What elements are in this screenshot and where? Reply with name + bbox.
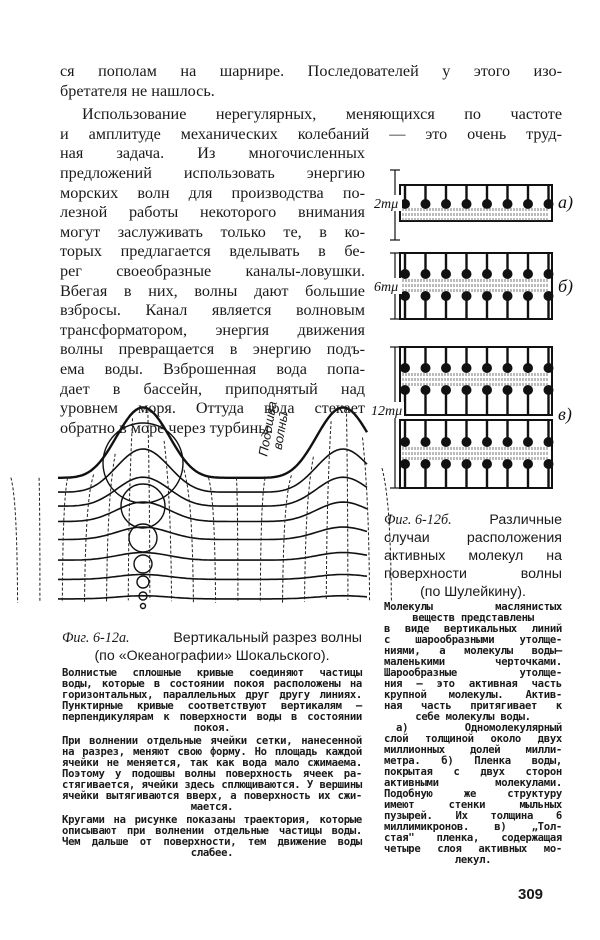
text-line: и амплитуде механических колебаний — это очень труд- xyxy=(60,124,562,143)
caption-line: ная часть притягивает к xyxy=(384,700,562,712)
caption-line: стая" пленка, содержащая xyxy=(384,832,562,844)
text-line: волны превращается в энергию подъ- xyxy=(60,340,365,359)
text-line: ема воды. Взброшенная вода попа- xyxy=(60,360,365,378)
active-head xyxy=(503,363,513,373)
text-line: ся пополам на шарнире. Последователей у этого изо- xyxy=(60,62,562,80)
caption-line: в виде вертикальных линий xyxy=(384,623,562,635)
caption-line: на разрез, меняют свою форму. Но площадь каждой xyxy=(62,746,362,758)
caption-line: Чем дальше от поверхности, тем движение воды xyxy=(62,836,362,848)
active-head xyxy=(544,291,554,301)
active-head xyxy=(421,363,431,373)
active-head xyxy=(482,291,492,301)
case-label: а) xyxy=(558,192,573,212)
caption-line: пузырей. Их толщина 6 xyxy=(384,810,562,822)
figure-title: (по Шулейкину). xyxy=(420,584,526,600)
caption-line: перпендикулярам к поверхности воды в состоянии xyxy=(62,711,362,723)
active-head xyxy=(482,437,492,447)
active-head xyxy=(544,269,554,279)
caption-line: Поэтому у подошвы волны поверхность ячеек ра- xyxy=(62,768,362,780)
caption-line: крупной молекулы. Актив- xyxy=(384,689,562,701)
active-head xyxy=(544,459,554,469)
figure-number: Фиг. 6-12б. xyxy=(384,512,452,528)
caption-line: слой толщиной около двух xyxy=(384,733,562,745)
active-head xyxy=(421,291,431,301)
text-line: бретателя не нашлось. xyxy=(60,81,215,100)
water-particle-line xyxy=(58,596,367,599)
active-head xyxy=(441,459,451,469)
text-line: Вбегая в них, волны дают большие xyxy=(60,281,365,300)
wave-cross-section-figure xyxy=(58,418,368,618)
active-head xyxy=(400,269,410,279)
caption-line: Волнистые сплошные кривые соединяют частицы xyxy=(62,667,362,679)
caption-line: Подобную же структуру xyxy=(384,788,562,800)
active-head xyxy=(421,269,431,279)
caption-line: ния — это активная часть xyxy=(384,678,562,690)
active-head xyxy=(503,291,513,301)
active-head xyxy=(523,363,533,373)
wave-trough-label: Подошва волны xyxy=(255,399,291,458)
active-head xyxy=(482,269,492,279)
active-head xyxy=(421,459,431,469)
text-line: дает в бассейн, приподнятый над xyxy=(60,379,365,398)
active-head xyxy=(523,459,533,469)
figure-title: активных молекул на xyxy=(384,548,562,564)
text-line: предложений использовать энергию xyxy=(60,164,365,182)
dimension-label: 2mμ xyxy=(374,197,399,212)
case-label: в) xyxy=(558,404,572,424)
caption-line: слабее. xyxy=(190,847,234,859)
figure-title: Вертикальный разрез волны xyxy=(173,630,362,646)
caption-line: мается. xyxy=(190,801,234,813)
text-line: рег своеобразные каналы-ловушки. xyxy=(60,262,365,280)
vertical-dashed-line xyxy=(11,478,18,603)
text-line: морских волн для производства по- xyxy=(60,183,365,202)
caption-line: При волнении отдельные ячейки сетки, нанесенной xyxy=(62,735,362,747)
caption-line: имеют стенки мыльных xyxy=(384,799,562,811)
figure-title: Различные xyxy=(489,512,562,528)
active-head xyxy=(544,199,554,209)
active-head xyxy=(400,363,410,373)
figure-number: Фиг. 6-12а. xyxy=(62,630,130,646)
active-head xyxy=(462,291,472,301)
active-head xyxy=(421,199,431,209)
figure-title: случаи расположения xyxy=(384,530,562,546)
active-head xyxy=(462,385,472,395)
active-head xyxy=(462,269,472,279)
active-head xyxy=(503,199,513,209)
dimension-label: 12mμ xyxy=(371,404,403,419)
vertical-dashed-line xyxy=(326,421,331,600)
active-head xyxy=(400,459,410,469)
active-head xyxy=(544,437,554,447)
text-line: обратно в море через турбины. xyxy=(60,418,274,437)
active-head xyxy=(523,291,533,301)
caption-line: стягивается, ячейки здесь сплющиваются. У вершины xyxy=(62,779,362,791)
text-line: взбросы. Канал является волновым xyxy=(60,301,365,320)
active-head xyxy=(441,385,451,395)
case-label: б) xyxy=(558,276,574,296)
active-head xyxy=(523,385,533,395)
active-head xyxy=(462,199,472,209)
figure-title: (по «Океанографии» Шокальского). xyxy=(94,648,330,664)
caption-line: Шарообразные утолще- xyxy=(384,667,562,679)
active-head xyxy=(523,437,533,447)
caption-line: Кругами на рисунке показаны траектория, которые xyxy=(62,814,362,826)
text-line: торых предлагается вделывать в бе- xyxy=(60,242,365,261)
caption-line: воды, которые в состоянии покоя расположены на xyxy=(62,678,362,690)
figure-b-caption-heading xyxy=(384,512,562,528)
active-head xyxy=(503,437,513,447)
active-head xyxy=(421,437,431,447)
active-head xyxy=(441,437,451,447)
active-head xyxy=(441,363,451,373)
caption-line: ниями, а молекулы воды— xyxy=(384,645,562,657)
water-particle-line xyxy=(58,575,367,580)
caption-line: горизонтальных, параллельных друг другу линиях. xyxy=(62,689,362,701)
active-head xyxy=(503,459,513,469)
text-line: ная задача. Из многочисленных xyxy=(60,144,365,163)
active-head xyxy=(482,363,492,373)
caption-line: активными молекулами. xyxy=(384,777,562,789)
active-head xyxy=(400,385,410,395)
active-head xyxy=(523,269,533,279)
active-head xyxy=(482,459,492,469)
active-head xyxy=(544,363,554,373)
active-head xyxy=(462,459,472,469)
caption-line: с шарообразными утолще- xyxy=(384,634,562,646)
text-line: уровнем моря. Оттуда вода стекает xyxy=(60,399,365,418)
page-number: 309 xyxy=(518,886,544,903)
text-line: могут заслуживать только те, в ко- xyxy=(60,222,365,241)
active-head xyxy=(400,437,410,447)
text-line: лезной работы некоторого внимания xyxy=(60,203,365,222)
caption-line: себе молекулы воды. xyxy=(415,711,531,723)
active-head xyxy=(462,437,472,447)
active-head xyxy=(462,363,472,373)
molecule-layers-figure xyxy=(370,140,574,490)
vertical-dashed-line xyxy=(39,478,40,603)
caption-line: а) Одномолекулярный xyxy=(396,722,562,734)
active-head xyxy=(441,269,451,279)
active-head xyxy=(482,385,492,395)
caption-line: Пунктирные кривые соответствуют вертикалям — xyxy=(62,700,362,712)
active-head xyxy=(503,269,513,279)
caption-line: миллионных долей милли- xyxy=(384,744,562,756)
particle-orbit-circle xyxy=(141,604,146,609)
active-head xyxy=(421,385,431,395)
caption-line: покоя. xyxy=(193,722,231,734)
text-line: Использование нерегулярных, меняющихся по частоте xyxy=(82,105,562,124)
caption-line: метра. б) Пленка воды, xyxy=(384,755,562,767)
active-head xyxy=(503,385,513,395)
water-particle-line xyxy=(58,553,367,561)
vertical-dashed-line xyxy=(128,418,132,600)
caption-line: маленькими черточками. xyxy=(384,656,562,668)
water-particle-line xyxy=(58,527,367,539)
caption-line: Молекулы маслянистых xyxy=(384,601,562,613)
active-head xyxy=(523,199,533,209)
active-head xyxy=(441,291,451,301)
active-head xyxy=(482,199,492,209)
active-head xyxy=(544,385,554,395)
figure-title: поверхности волны xyxy=(384,566,562,582)
caption-line: ячейки не меняется, так как вода мало сжимаема. xyxy=(62,757,362,769)
caption-line: описывают при волнении отдельные частицы воды. xyxy=(62,825,362,837)
caption-line: покрытая с двух сторон xyxy=(384,766,562,778)
particle-orbit-circle xyxy=(134,555,152,573)
caption-line: лекул. xyxy=(454,854,492,866)
figure-a-caption-heading xyxy=(62,630,362,646)
particle-orbit-circle xyxy=(137,576,149,588)
caption-line: веществ представлены xyxy=(412,612,534,624)
active-head xyxy=(441,199,451,209)
caption-line: миллимикронов. в) „Тол- xyxy=(384,821,562,833)
dimension-label: 6mμ xyxy=(374,280,399,295)
caption-line: ячейки вытягиваются вверх, а поверхность их сжи- xyxy=(62,790,362,802)
text-line: трансформатором, энергия движения xyxy=(60,320,365,339)
caption-line: четыре слоя активных мо- xyxy=(384,843,562,855)
